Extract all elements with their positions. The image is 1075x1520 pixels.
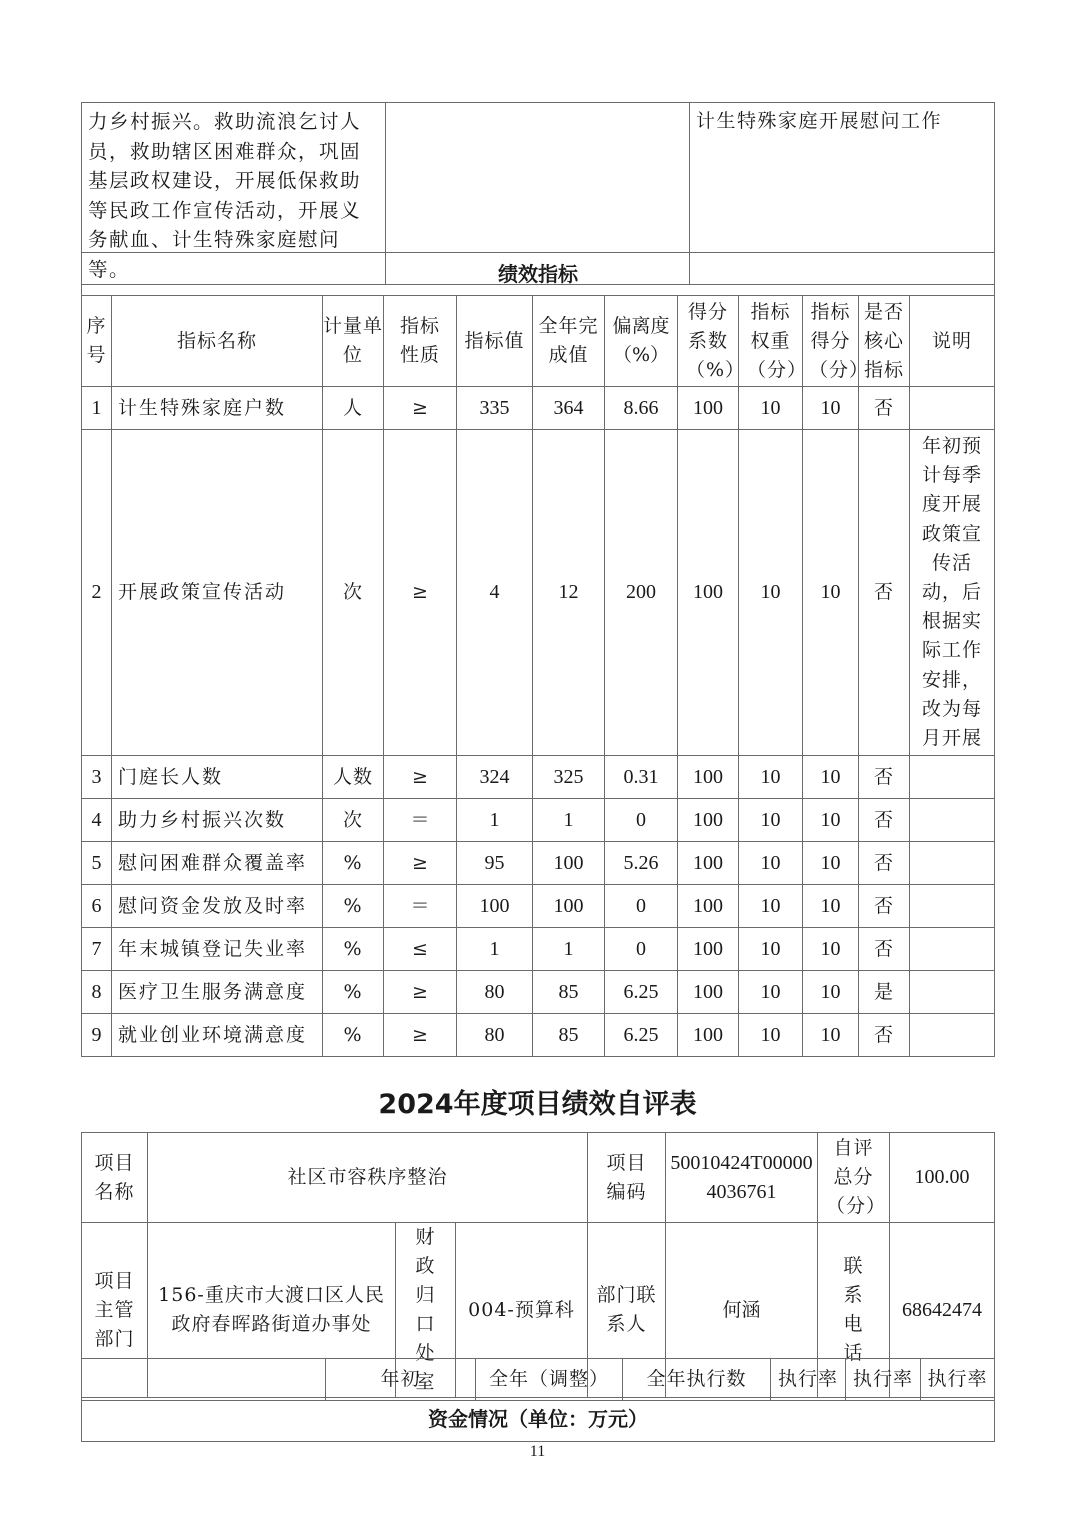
cell-name: 计生特殊家庭户数 bbox=[112, 387, 323, 430]
cell-core: 否 bbox=[859, 1014, 910, 1057]
header-coefficient: 得分系数（%） bbox=[678, 296, 739, 387]
cell-weight: 10 bbox=[739, 430, 803, 756]
dept-label: 项目主管部门 bbox=[82, 1223, 148, 1398]
self-score-label: 自评总分（分） bbox=[818, 1133, 890, 1223]
cell-core: 否 bbox=[859, 799, 910, 842]
cell-weight: 10 bbox=[739, 756, 803, 799]
cell-note bbox=[910, 756, 995, 799]
header-target: 指标值 bbox=[457, 296, 533, 387]
cell-unit: 人数 bbox=[323, 756, 384, 799]
header-nature: 指标性质 bbox=[384, 296, 457, 387]
project-code-value: 50010424T000004036761 bbox=[666, 1133, 818, 1223]
cell-name: 助力乡村振兴次数 bbox=[112, 799, 323, 842]
table-row bbox=[82, 430, 995, 756]
cell-target: 100 bbox=[457, 885, 533, 928]
cell-target: 1 bbox=[457, 799, 533, 842]
cell-coefficient: 100 bbox=[678, 971, 739, 1014]
cell-weight: 10 bbox=[739, 885, 803, 928]
cell-note bbox=[910, 971, 995, 1014]
cell-weight: 10 bbox=[739, 928, 803, 971]
cell-coefficient: 100 bbox=[678, 1014, 739, 1057]
cell-nature: ≤ bbox=[384, 928, 457, 971]
cell-nature: ≥ bbox=[384, 971, 457, 1014]
cell-core: 否 bbox=[859, 387, 910, 430]
contact-value: 何涵 bbox=[666, 1223, 818, 1398]
table-row bbox=[82, 885, 995, 928]
cell-nature: ＝ bbox=[384, 885, 457, 928]
cell-target: 80 bbox=[457, 1014, 533, 1057]
table-row bbox=[82, 387, 995, 430]
cell-nature: ≥ bbox=[384, 756, 457, 799]
cell-weight: 10 bbox=[739, 842, 803, 885]
table-row bbox=[82, 756, 995, 799]
funds-header-cell: 执行率 bbox=[846, 1359, 921, 1401]
cell-actual: 1 bbox=[533, 928, 605, 971]
cell-name: 慰问资金发放及时率 bbox=[112, 885, 323, 928]
cell-deviation: 0 bbox=[605, 928, 678, 971]
cell-coefficient: 100 bbox=[678, 928, 739, 971]
dept-value: 156-重庆市大渡口区人民政府春晖路街道办事处 bbox=[148, 1223, 396, 1398]
finance-office-label: 财政归口处室 bbox=[396, 1223, 456, 1398]
header-row bbox=[82, 296, 995, 387]
cell-weight: 10 bbox=[739, 387, 803, 430]
cell-coefficient: 100 bbox=[678, 885, 739, 928]
cell-note bbox=[910, 842, 995, 885]
cell-seq: 1 bbox=[82, 387, 112, 430]
cell-deviation: 0 bbox=[605, 885, 678, 928]
cell-note bbox=[910, 1014, 995, 1057]
cell-nature: ≥ bbox=[384, 842, 457, 885]
cell-unit: % bbox=[323, 928, 384, 971]
cell-seq: 6 bbox=[82, 885, 112, 928]
cell-score: 10 bbox=[803, 885, 859, 928]
funds-header-cell bbox=[82, 1359, 326, 1401]
cell-seq: 8 bbox=[82, 971, 112, 1014]
cell-score: 10 bbox=[803, 971, 859, 1014]
cell-actual: 100 bbox=[533, 842, 605, 885]
cell-name: 就业创业环境满意度 bbox=[112, 1014, 323, 1057]
cell-core: 否 bbox=[859, 928, 910, 971]
cell-target: 335 bbox=[457, 387, 533, 430]
table-row bbox=[82, 799, 995, 842]
cell-seq: 3 bbox=[82, 756, 112, 799]
cell-deviation: 0.31 bbox=[605, 756, 678, 799]
cell-target: 324 bbox=[457, 756, 533, 799]
funds-header-cell: 执行率 bbox=[771, 1359, 846, 1401]
cell-coefficient: 100 bbox=[678, 799, 739, 842]
cell-core: 否 bbox=[859, 885, 910, 928]
phone-value: 68642474 bbox=[890, 1223, 995, 1398]
cell-core: 是 bbox=[859, 971, 910, 1014]
table-row bbox=[82, 1014, 995, 1057]
cell-name: 年末城镇登记失业率 bbox=[112, 928, 323, 971]
cell-score: 10 bbox=[803, 1014, 859, 1057]
cell-name: 医疗卫生服务满意度 bbox=[112, 971, 323, 1014]
project-name-label: 项目名称 bbox=[82, 1133, 148, 1223]
cell-name: 开展政策宣传活动 bbox=[112, 430, 323, 756]
cell-nature: ≥ bbox=[384, 1014, 457, 1057]
cell-actual: 364 bbox=[533, 387, 605, 430]
cell-unit: 次 bbox=[323, 799, 384, 842]
cell-score: 10 bbox=[803, 799, 859, 842]
cell-score: 10 bbox=[803, 928, 859, 971]
funds-section-title: 资金情况（单位：万元） bbox=[82, 1398, 995, 1442]
cell-actual: 100 bbox=[533, 885, 605, 928]
cell-target: 95 bbox=[457, 842, 533, 885]
self-score-value: 100.00 bbox=[890, 1133, 995, 1223]
funds-header-cell: 年初 bbox=[326, 1359, 476, 1401]
cell-unit: % bbox=[323, 885, 384, 928]
cell-deviation: 8.66 bbox=[605, 387, 678, 430]
cell-actual: 12 bbox=[533, 430, 605, 756]
funds-header-row bbox=[82, 1359, 995, 1401]
header-seq: 序号 bbox=[82, 296, 112, 387]
cell-core: 否 bbox=[859, 430, 910, 756]
cell-unit: 人 bbox=[323, 387, 384, 430]
cell-seq: 4 bbox=[82, 799, 112, 842]
cell-core: 否 bbox=[859, 756, 910, 799]
cell-unit: % bbox=[323, 1014, 384, 1057]
cell-deviation: 200 bbox=[605, 430, 678, 756]
cell-actual: 325 bbox=[533, 756, 605, 799]
table-row bbox=[82, 842, 995, 885]
header-deviation: 偏离度（%） bbox=[605, 296, 678, 387]
table-row bbox=[82, 971, 995, 1014]
cell-weight: 10 bbox=[739, 971, 803, 1014]
cell-unit: 次 bbox=[323, 430, 384, 756]
cell-note bbox=[910, 928, 995, 971]
cell-actual: 85 bbox=[533, 1014, 605, 1057]
cell-target: 1 bbox=[457, 928, 533, 971]
contact-label: 部门联系人 bbox=[588, 1223, 666, 1398]
performance-indicators-table bbox=[81, 252, 995, 1057]
funds-header-cell: 全年（调整） bbox=[476, 1359, 623, 1401]
cell-core: 否 bbox=[859, 842, 910, 885]
cell-actual: 1 bbox=[533, 799, 605, 842]
header-weight: 指标权重（分） bbox=[739, 296, 803, 387]
header-actual: 全年完成值 bbox=[533, 296, 605, 387]
cell-actual: 85 bbox=[533, 971, 605, 1014]
cell-note: 年初预计每季度开展政策宣传活动，后根据实际工作安排，改为每月开展 bbox=[910, 430, 995, 756]
cell-weight: 10 bbox=[739, 799, 803, 842]
overview-left-cell: 力乡村振兴。救助流浪乞讨人员，救助辖区困难群众，巩固基层政权建设，开展低保救助等民政工作宣传活动，开展义务献血、计生特殊家庭慰问等。 bbox=[82, 103, 386, 285]
funds-header-cell: 全年执行数 bbox=[623, 1359, 771, 1401]
header-core: 是否核心指标 bbox=[859, 296, 910, 387]
cell-deviation: 6.25 bbox=[605, 1014, 678, 1057]
project-code-label: 项目编码 bbox=[588, 1133, 666, 1223]
cell-unit: % bbox=[323, 971, 384, 1014]
funds-table bbox=[81, 1358, 995, 1401]
cell-nature: ＝ bbox=[384, 799, 457, 842]
cell-coefficient: 100 bbox=[678, 387, 739, 430]
cell-seq: 2 bbox=[82, 430, 112, 756]
header-name: 指标名称 bbox=[112, 296, 323, 387]
cell-deviation: 0 bbox=[605, 799, 678, 842]
cell-target: 4 bbox=[457, 430, 533, 756]
cell-seq: 7 bbox=[82, 928, 112, 971]
cell-name: 慰问困难群众覆盖率 bbox=[112, 842, 323, 885]
cell-nature: ≥ bbox=[384, 430, 457, 756]
header-unit: 计量单位 bbox=[323, 296, 384, 387]
finance-office-value: 004-预算科 bbox=[456, 1223, 588, 1398]
cell-score: 10 bbox=[803, 756, 859, 799]
funds-header-cell: 执行率 bbox=[921, 1359, 995, 1401]
cell-coefficient: 100 bbox=[678, 430, 739, 756]
phone-label: 联系电话 bbox=[818, 1223, 890, 1398]
cell-coefficient: 100 bbox=[678, 756, 739, 799]
cell-deviation: 6.25 bbox=[605, 971, 678, 1014]
overview-right-cell: 计生特殊家庭开展慰问工作 bbox=[690, 103, 995, 285]
cell-note bbox=[910, 885, 995, 928]
cell-unit: % bbox=[323, 842, 384, 885]
cell-target: 80 bbox=[457, 971, 533, 1014]
page-number: 11 bbox=[529, 1443, 546, 1460]
cell-seq: 5 bbox=[82, 842, 112, 885]
cell-coefficient: 100 bbox=[678, 842, 739, 885]
form-title: 2024年度项目绩效自评表 bbox=[378, 1089, 697, 1120]
cell-nature: ≥ bbox=[384, 387, 457, 430]
cell-note bbox=[910, 387, 995, 430]
cell-weight: 10 bbox=[739, 1014, 803, 1057]
cell-score: 10 bbox=[803, 842, 859, 885]
section-title-performance: 绩效指标 bbox=[82, 253, 995, 296]
cell-score: 10 bbox=[803, 430, 859, 756]
cell-note bbox=[910, 799, 995, 842]
cell-seq: 9 bbox=[82, 1014, 112, 1057]
header-score: 指标得分（分） bbox=[803, 296, 859, 387]
cell-name: 门庭长人数 bbox=[112, 756, 323, 799]
header-note: 说明 bbox=[910, 296, 995, 387]
cell-deviation: 5.26 bbox=[605, 842, 678, 885]
cell-score: 10 bbox=[803, 387, 859, 430]
project-name-value: 社区市容秩序整治 bbox=[148, 1133, 588, 1223]
table-row bbox=[82, 928, 995, 971]
